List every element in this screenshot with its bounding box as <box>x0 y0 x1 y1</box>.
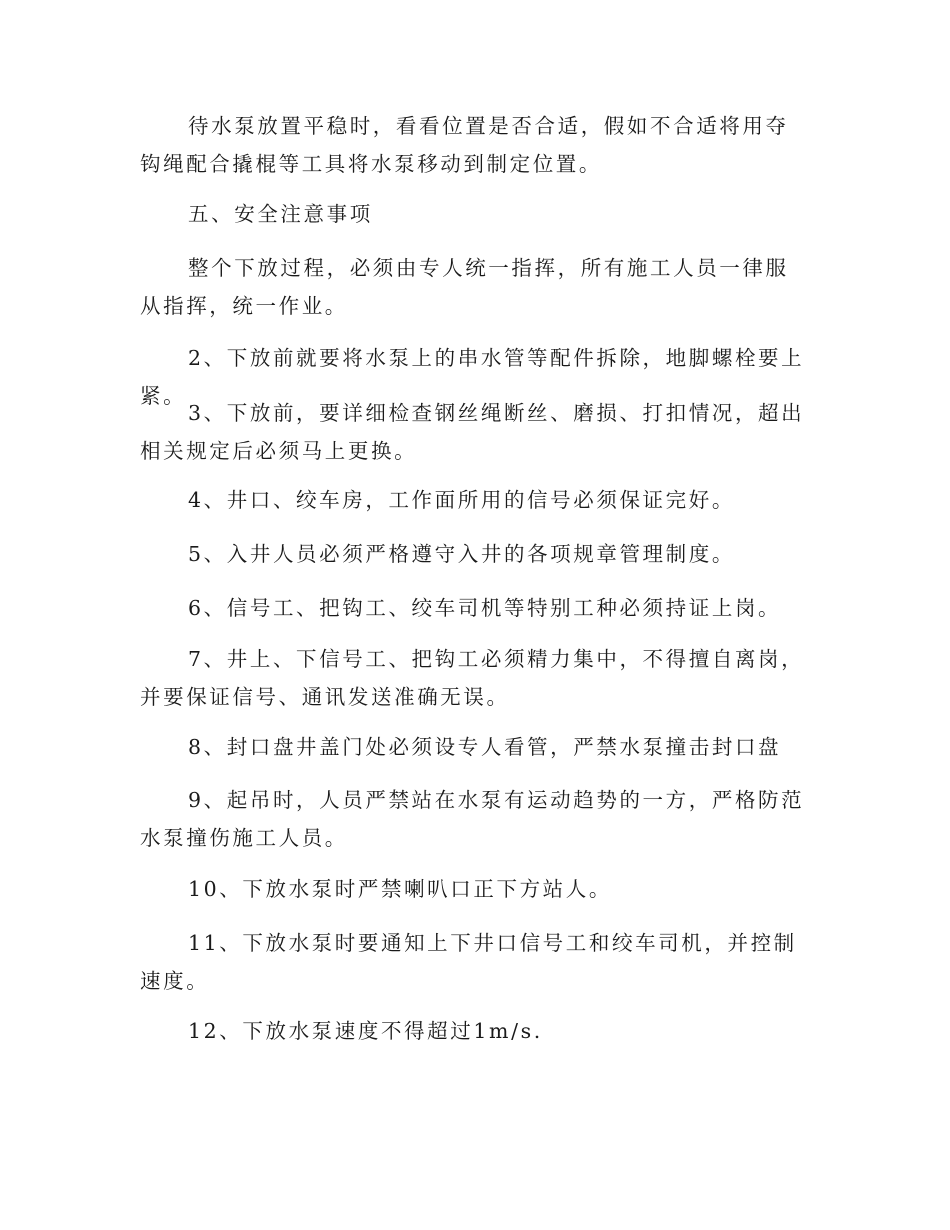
paragraph-pump-placement: 待水泵放置平稳时，看看位置是否合适，假如不合适将用夺钩绳配合撬棍等工具将水泵移动到制定位置。 <box>140 114 789 176</box>
list-item-9: 9、起吊时，人员严禁站在水泵有运动趋势的一方，严格防范水泵撞伤施工人员。 <box>140 788 805 850</box>
section-heading-safety-notes: 五、安全注意事项 <box>188 202 373 226</box>
list-item-7: 7、井上、下信号工、把钩工必须精力集中，不得擅自离岗，并要保证信号、通讯发送准确无误。 <box>140 647 805 709</box>
list-item-3: 3、下放前，要详细检查钢丝绳断丝、磨损、打扣情况，超出相关规定后必须马上更换。 <box>140 401 805 463</box>
list-item-11: 11、下放水泵时要通知上下井口信号工和绞车司机，并控制速度。 <box>140 931 797 993</box>
list-item-8: 8、封口盘井盖门处必须设专人看管，严禁水泵撞击封口盘 <box>188 735 782 759</box>
list-item-10: 10、下放水泵时严禁喇叭口正下方站人。 <box>188 877 612 901</box>
list-item-4: 4、井口、绞车房，工作面所用的信号必须保证完好。 <box>188 488 735 512</box>
list-item-5: 5、入井人员必须严格遵守入井的各项规章管理制度。 <box>188 542 735 566</box>
paragraph-command-rule: 整个下放过程，必须由专人统一指挥，所有施工人员一律服从指挥，统一作业。 <box>140 256 789 318</box>
list-item-12: 12、下放水泵速度不得超过1m/s. <box>188 1019 543 1043</box>
list-item-6: 6、信号工、把钩工、绞车司机等特别工种必须持证上岗。 <box>188 596 782 620</box>
list-item-2: 2、下放前就要将水泵上的串水管等配件拆除，地脚螺栓要上紧。 <box>140 346 805 408</box>
